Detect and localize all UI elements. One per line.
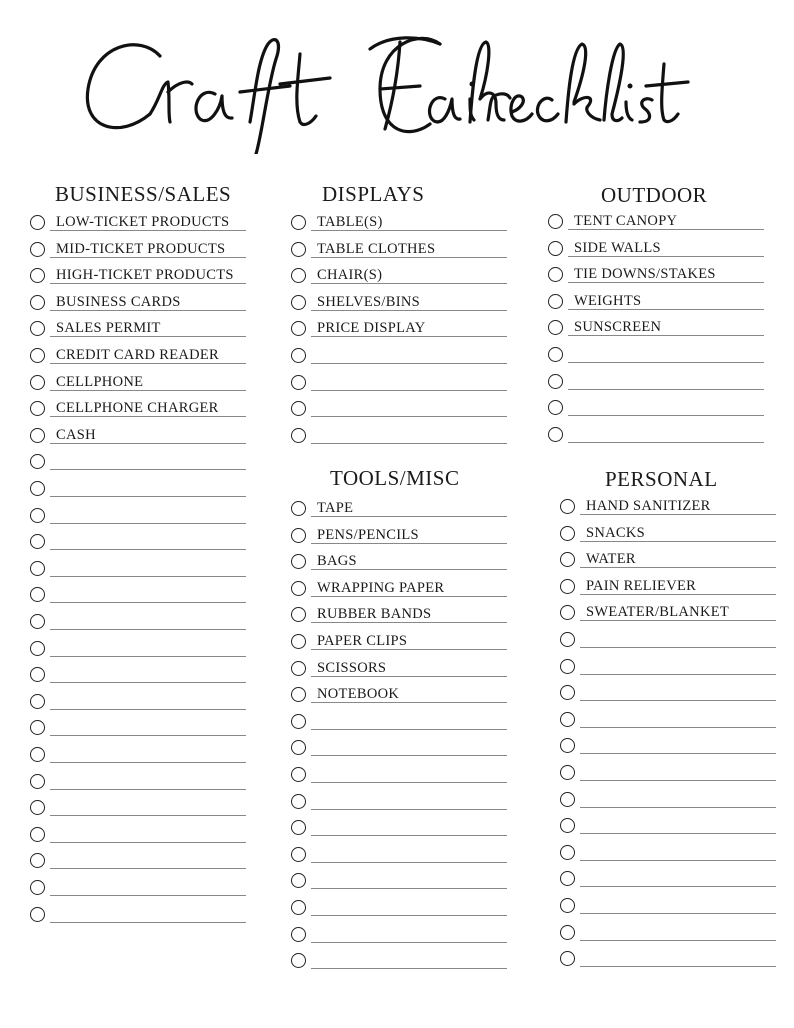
checkbox-circle[interactable] [291, 607, 306, 622]
write-in-line [580, 514, 776, 515]
write-in-line [50, 549, 246, 550]
checklist-item-label: LOW-TICKET PRODUCTS [56, 214, 230, 230]
checkbox-circle[interactable] [30, 614, 45, 629]
checkbox-circle[interactable] [291, 375, 306, 390]
checklist-row [291, 528, 507, 548]
checkbox-circle[interactable] [30, 694, 45, 709]
checklist-row [548, 241, 764, 261]
checkbox-circle[interactable] [291, 714, 306, 729]
checklist-item-label: CELLPHONE CHARGER [56, 400, 219, 417]
checklist-row [291, 873, 507, 893]
write-in-line [580, 966, 776, 967]
checklist-item-label: TABLE CLOTHES [317, 240, 436, 257]
write-in-line [311, 336, 507, 337]
write-in-line [580, 727, 776, 728]
write-in-line [311, 363, 507, 364]
write-in-line [568, 309, 764, 310]
write-in-line [311, 809, 507, 810]
checklist-row [30, 401, 246, 421]
checklist-row [30, 321, 246, 341]
write-in-line [311, 915, 507, 916]
checklist-item-label: TIE DOWNS/STAKES [574, 266, 716, 283]
write-in-line [568, 229, 764, 230]
checkbox-circle[interactable] [30, 348, 45, 363]
checkbox-circle[interactable] [560, 605, 575, 620]
write-in-line [50, 602, 246, 603]
checkbox-circle[interactable] [560, 871, 575, 886]
checkbox-circle[interactable] [30, 481, 45, 496]
checklist-row [291, 401, 507, 421]
checkbox-circle[interactable] [560, 659, 575, 674]
write-in-line [580, 541, 776, 542]
write-in-line [311, 543, 507, 544]
checklist-row [291, 847, 507, 867]
checklist-row [560, 499, 776, 519]
write-in-line [50, 310, 246, 311]
checklist-row [30, 428, 246, 448]
checklist-row [291, 554, 507, 574]
checklist-row [548, 267, 764, 287]
write-in-line [50, 868, 246, 869]
checkbox-circle[interactable] [30, 215, 45, 230]
checkbox-circle[interactable] [560, 738, 575, 753]
checklist-row [560, 632, 776, 652]
write-in-line [311, 729, 507, 730]
checklist-item-label: NOTEBOOK [317, 686, 400, 703]
write-in-line [50, 390, 246, 391]
checkbox-circle[interactable] [291, 215, 306, 230]
checkbox-circle[interactable] [291, 953, 306, 968]
checklist-row [291, 581, 507, 601]
checkbox-circle[interactable] [548, 294, 563, 309]
checklist-row [291, 767, 507, 787]
checkbox-circle[interactable] [560, 818, 575, 833]
write-in-line [50, 735, 246, 736]
checkbox-circle[interactable] [291, 847, 306, 862]
section-heading: PERSONAL [605, 467, 718, 491]
checkbox-circle[interactable] [548, 214, 563, 229]
write-in-line [50, 895, 246, 896]
write-in-line [311, 230, 507, 231]
checklist-item-label: PAPER CLIPS [317, 633, 408, 649]
checkbox-circle[interactable] [30, 561, 45, 576]
checklist-row [560, 738, 776, 758]
checklist-row [560, 792, 776, 812]
checkbox-circle[interactable] [291, 634, 306, 649]
checklist-row [291, 375, 507, 395]
checkbox-circle[interactable] [548, 241, 563, 256]
checklist-row [291, 607, 507, 627]
checklist-item-label: SALES PERMIT [56, 320, 161, 337]
checklist-row [30, 268, 246, 288]
checklist-row [291, 242, 507, 262]
checklist-row [560, 579, 776, 599]
checkbox-circle[interactable] [30, 774, 45, 789]
checklist-item-label: TABLE(S) [317, 214, 383, 230]
section-heading: DISPLAYS [322, 182, 425, 206]
checkbox-circle[interactable] [291, 242, 306, 257]
checklist-row [30, 614, 246, 634]
checklist-row [560, 552, 776, 572]
write-in-line [311, 888, 507, 889]
checklist-row [560, 845, 776, 865]
checklist-row [560, 685, 776, 705]
checkbox-circle[interactable] [30, 454, 45, 469]
write-in-line [50, 576, 246, 577]
checkbox-circle[interactable] [560, 898, 575, 913]
write-in-line [50, 815, 246, 816]
page-title [0, 4, 794, 154]
write-in-line [311, 835, 507, 836]
checklist-row [291, 268, 507, 288]
checklist-row [291, 687, 507, 707]
checklist-row [30, 375, 246, 395]
checklist-row [30, 667, 246, 687]
write-in-line [311, 443, 507, 444]
write-in-line [311, 257, 507, 258]
write-in-line [580, 700, 776, 701]
checklist-item-label: CELLPHONE [56, 373, 144, 390]
write-in-line [580, 620, 776, 621]
write-in-line [50, 496, 246, 497]
write-in-line [311, 782, 507, 783]
write-in-line [580, 860, 776, 861]
checkbox-circle[interactable] [30, 375, 45, 390]
checklist-row [30, 587, 246, 607]
checkbox-circle[interactable] [291, 501, 306, 516]
checkbox-circle[interactable] [560, 951, 575, 966]
script-title-lettering [0, 4, 794, 154]
write-in-line [580, 807, 776, 808]
checklist-row [291, 927, 507, 947]
checklist-item-label: TAPE [317, 500, 354, 516]
write-in-line [311, 702, 507, 703]
checkbox-circle[interactable] [30, 641, 45, 656]
write-in-line [568, 335, 764, 336]
checkbox-circle[interactable] [291, 428, 306, 443]
write-in-line [50, 656, 246, 657]
checkbox-circle[interactable] [30, 401, 45, 416]
section-heading: BUSINESS/SALES [55, 182, 232, 206]
checklist-row [30, 534, 246, 554]
checkbox-circle[interactable] [30, 853, 45, 868]
checklist-row [291, 321, 507, 341]
write-in-line [580, 567, 776, 568]
checkbox-circle[interactable] [560, 579, 575, 594]
checklist-item-label: SHELVES/BINS [317, 293, 420, 310]
checklist-item-label: WEIGHTS [574, 292, 642, 309]
checklist-row [30, 694, 246, 714]
checkbox-circle[interactable] [30, 508, 45, 523]
checkbox-circle[interactable] [560, 632, 575, 647]
checklist-row [560, 712, 776, 732]
checkbox-circle[interactable] [291, 767, 306, 782]
checklist-row [560, 925, 776, 945]
write-in-line [50, 283, 246, 284]
write-in-line [568, 389, 764, 390]
write-in-line [580, 780, 776, 781]
checkbox-circle[interactable] [548, 374, 563, 389]
checkbox-circle[interactable] [291, 661, 306, 676]
checklist-item-label: CREDIT CARD READER [56, 347, 220, 363]
checklist-row [30, 215, 246, 235]
write-in-line [580, 674, 776, 675]
checkbox-circle[interactable] [30, 800, 45, 815]
checklist-row [291, 428, 507, 448]
write-in-line [311, 622, 507, 623]
checkbox-circle[interactable] [291, 268, 306, 283]
checklist-row [560, 871, 776, 891]
write-in-line [311, 310, 507, 311]
write-in-line [50, 443, 246, 444]
checklist-row [30, 827, 246, 847]
write-in-line [580, 833, 776, 834]
write-in-line [311, 755, 507, 756]
checklist-item-label: BAGS [317, 553, 357, 570]
checklist-row [30, 508, 246, 528]
write-in-line [50, 257, 246, 258]
checklist-item-label: CHAIR(S) [317, 267, 383, 284]
checklist-row [291, 953, 507, 973]
checkbox-circle[interactable] [560, 712, 575, 727]
write-in-line [580, 594, 776, 595]
checkbox-circle[interactable] [291, 581, 306, 596]
checkbox-circle[interactable] [291, 295, 306, 310]
checklist-item-label: BUSINESS CARDS [56, 293, 181, 310]
checklist-row [548, 374, 764, 394]
write-in-line [50, 682, 246, 683]
checkbox-circle[interactable] [291, 794, 306, 809]
checklist-row [548, 294, 764, 314]
checkbox-circle[interactable] [548, 320, 563, 335]
checkbox-circle[interactable] [560, 925, 575, 940]
checklist-row [560, 951, 776, 971]
checklist-row [291, 820, 507, 840]
write-in-line [311, 676, 507, 677]
write-in-line [568, 442, 764, 443]
checklist-row [30, 880, 246, 900]
checkbox-circle[interactable] [291, 900, 306, 915]
checklist-item-label: SWEATER/BLANKET [586, 604, 730, 621]
write-in-line [311, 968, 507, 969]
checklist-row [560, 898, 776, 918]
checkbox-circle[interactable] [291, 321, 306, 336]
checklist-row [548, 427, 764, 447]
checklist-row [548, 320, 764, 340]
checkbox-circle[interactable] [291, 528, 306, 543]
checklist-item-label: PAIN RELIEVER [586, 577, 697, 594]
checkbox-circle[interactable] [291, 820, 306, 835]
checkbox-circle[interactable] [560, 765, 575, 780]
checkbox-circle[interactable] [291, 348, 306, 363]
write-in-line [580, 647, 776, 648]
checkbox-circle[interactable] [548, 427, 563, 442]
checklist-row [560, 765, 776, 785]
write-in-line [311, 862, 507, 863]
write-in-line [311, 569, 507, 570]
checklist-item-label: CASH [56, 426, 96, 443]
write-in-line [568, 415, 764, 416]
checkbox-circle[interactable] [30, 827, 45, 842]
write-in-line [311, 416, 507, 417]
checkbox-circle[interactable] [560, 526, 575, 541]
checklist-item-label: WRAPPING PAPER [317, 579, 445, 596]
checkbox-circle[interactable] [30, 907, 45, 922]
checkbox-circle[interactable] [30, 242, 45, 257]
checklist-item-label: WATER [586, 551, 636, 568]
checklist-row [560, 659, 776, 679]
checklist-row [291, 714, 507, 734]
checkbox-circle[interactable] [30, 880, 45, 895]
checklist-row [30, 747, 246, 767]
checkbox-circle[interactable] [291, 740, 306, 755]
write-in-line [50, 469, 246, 470]
checklist-item-label: SNACKS [586, 524, 646, 541]
checklist-item-label: PRICE DISPLAY [317, 320, 426, 337]
checkbox-circle[interactable] [560, 552, 575, 567]
checklist-row [30, 641, 246, 661]
checkbox-circle[interactable] [548, 400, 563, 415]
checklist-item-label: HAND SANITIZER [586, 498, 711, 514]
write-in-line [568, 362, 764, 363]
checklist-row [30, 853, 246, 873]
checklist-row [291, 794, 507, 814]
write-in-line [580, 940, 776, 941]
write-in-line [311, 649, 507, 650]
checkbox-circle[interactable] [291, 401, 306, 416]
checklist-row [30, 348, 246, 368]
checklist-row [30, 242, 246, 262]
checklist-row [30, 295, 246, 315]
section-heading: OUTDOOR [601, 183, 708, 207]
checkbox-circle[interactable] [291, 927, 306, 942]
checkbox-circle[interactable] [30, 667, 45, 682]
write-in-line [50, 416, 246, 417]
checklist-row [291, 661, 507, 681]
checklist-item-label: SCISSORS [317, 659, 387, 676]
checklist-row [560, 818, 776, 838]
checkbox-circle[interactable] [548, 347, 563, 362]
checkbox-circle[interactable] [560, 499, 575, 514]
checklist-row [30, 800, 246, 820]
write-in-line [311, 596, 507, 597]
checklist-row [548, 400, 764, 420]
write-in-line [580, 913, 776, 914]
checklist-row [30, 561, 246, 581]
checklist-row [30, 454, 246, 474]
checkbox-circle[interactable] [30, 321, 45, 336]
checkbox-circle[interactable] [30, 587, 45, 602]
checkbox-circle[interactable] [291, 873, 306, 888]
checkbox-circle[interactable] [560, 792, 575, 807]
checklist-row [548, 214, 764, 234]
write-in-line [50, 709, 246, 710]
section-heading: TOOLS/MISC [330, 466, 460, 490]
write-in-line [568, 256, 764, 257]
write-in-line [580, 753, 776, 754]
checklist-row [548, 347, 764, 367]
checklist-item-label: HIGH-TICKET PRODUCTS [56, 267, 234, 284]
write-in-line [580, 886, 776, 887]
checkbox-circle[interactable] [30, 295, 45, 310]
checklist-item-label: SIDE WALLS [574, 239, 661, 256]
checkbox-circle[interactable] [30, 720, 45, 735]
write-in-line [50, 230, 246, 231]
checklist-row [291, 215, 507, 235]
checklist-item-label: TENT CANOPY [574, 213, 678, 229]
checklist-row [30, 774, 246, 794]
checklist-item-label: PENS/PENCILS [317, 526, 419, 543]
checkbox-circle[interactable] [548, 267, 563, 282]
checkbox-circle[interactable] [30, 268, 45, 283]
write-in-line [50, 762, 246, 763]
write-in-line [311, 283, 507, 284]
write-in-line [311, 390, 507, 391]
write-in-line [50, 336, 246, 337]
write-in-line [50, 789, 246, 790]
checkbox-circle[interactable] [560, 845, 575, 860]
checklist-row [30, 720, 246, 740]
write-in-line [50, 363, 246, 364]
write-in-line [50, 523, 246, 524]
write-in-line [568, 282, 764, 283]
checklist-row [291, 295, 507, 315]
checkbox-circle[interactable] [30, 428, 45, 443]
write-in-line [50, 842, 246, 843]
checklist-item-label: SUNSCREEN [574, 319, 662, 336]
write-in-line [50, 629, 246, 630]
checklist-row [291, 900, 507, 920]
checklist-row [560, 605, 776, 625]
checkbox-circle[interactable] [30, 747, 45, 762]
checklist-row [560, 526, 776, 546]
checklist-item-label: MID-TICKET PRODUCTS [56, 240, 226, 257]
write-in-line [50, 922, 246, 923]
checkbox-circle[interactable] [560, 685, 575, 700]
checkbox-circle[interactable] [291, 554, 306, 569]
checkbox-circle[interactable] [291, 687, 306, 702]
checklist-row [291, 740, 507, 760]
checkbox-circle[interactable] [30, 534, 45, 549]
checklist-row [291, 348, 507, 368]
write-in-line [311, 516, 507, 517]
checklist-row [291, 634, 507, 654]
checklist-row [30, 481, 246, 501]
write-in-line [311, 942, 507, 943]
checklist-row [291, 501, 507, 521]
checklist-row [30, 907, 246, 927]
checklist-item-label: RUBBER BANDS [317, 606, 432, 623]
